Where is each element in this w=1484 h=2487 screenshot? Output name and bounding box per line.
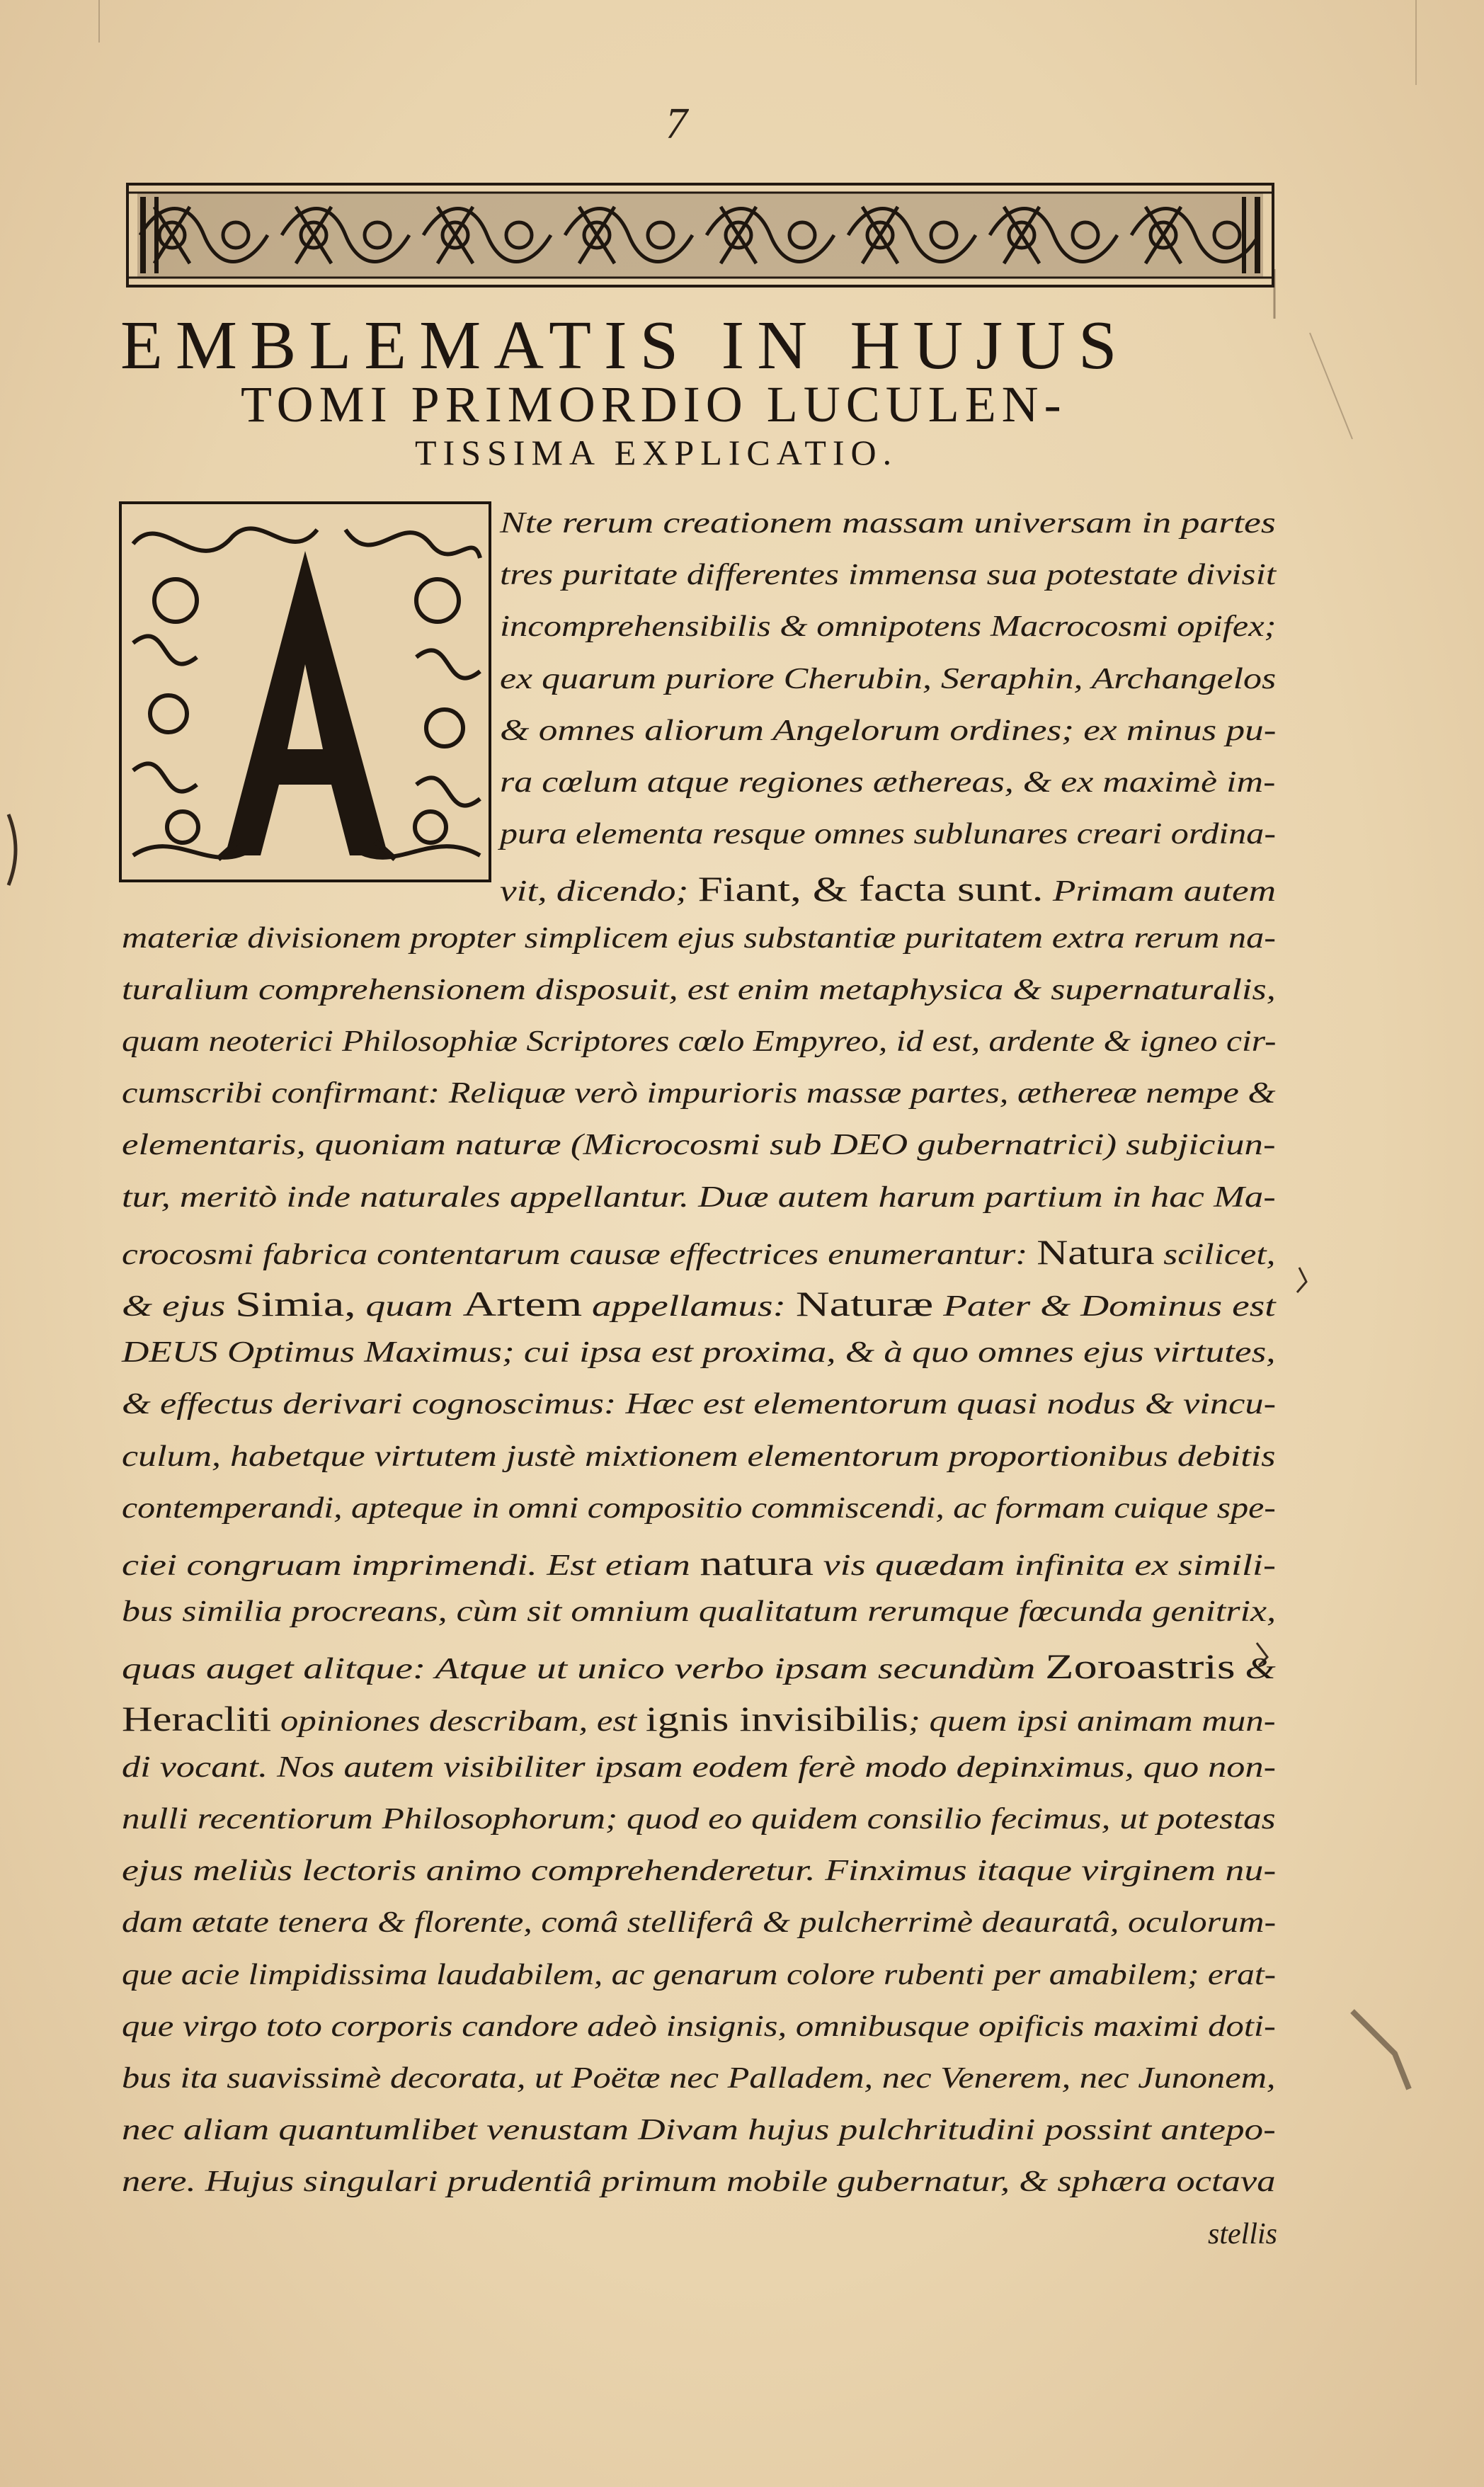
text-line xyxy=(122,923,1276,953)
text-line xyxy=(122,1753,1276,1782)
text-line xyxy=(500,716,1277,746)
text-line xyxy=(122,2064,1276,2093)
text-line xyxy=(122,1960,1276,1990)
italic-text-segment: di vocant. Nos autem visibiliter ipsam eodem ferè modo depinximus, quo non- xyxy=(122,1751,1276,1784)
italic-text-segment: materiæ divisionem propter simplicem ejus substantiæ puritatem extra rerum na- xyxy=(122,921,1276,955)
text-line xyxy=(122,1231,1276,1272)
ornamental-headpiece xyxy=(126,178,1274,292)
italic-text-segment: cumscribi confirmant: Reliquæ verò impurioris massæ partes, æthereæ nempe & xyxy=(122,1077,1276,1110)
roman-text-segment: ignis invisibilis xyxy=(645,1698,908,1738)
text-line xyxy=(122,1597,1276,1627)
roman-text-segment: Natura xyxy=(1037,1231,1155,1272)
title-line-3: TISSIMA EXPLICATIO. xyxy=(415,433,898,472)
italic-text-segment: Primam autem xyxy=(1043,875,1277,909)
text-line xyxy=(122,2115,1276,2145)
italic-text-segment: opiniones describam, est xyxy=(271,1705,646,1738)
text-line xyxy=(122,1442,1275,1472)
text-line xyxy=(122,1856,1276,1886)
text-line xyxy=(122,1180,1276,1214)
text-line xyxy=(122,1389,1276,1419)
title-line-1: EMBLEMATIS IN HUJUS xyxy=(120,307,1130,384)
italic-text-segment: tur, meritò inde naturales appellantur. Duæ autem harum partium in hac Ma- xyxy=(122,1180,1276,1214)
title-line-2: TOMI PRIMORDIO LUCULEN- xyxy=(241,376,1067,433)
text-line xyxy=(122,1698,1276,1738)
italic-text-segment: ; quem ipsi animam mun- xyxy=(908,1705,1276,1738)
italic-text-segment: & effectus derivari cognoscimus: Hæc est elementorum quasi nodus & vincu- xyxy=(122,1388,1277,1421)
text-line xyxy=(122,1130,1276,1160)
text-line xyxy=(500,819,1276,849)
italic-text-segment: ciei congruam imprimendi. Est etiam xyxy=(122,1549,700,1582)
roman-text-segment: natura xyxy=(700,1543,814,1583)
roman-text-segment: Simia, xyxy=(235,1284,356,1324)
italic-text-segment: quam xyxy=(355,1290,463,1323)
italic-text-segment: elementaris, quoniam naturæ (Microcosmi sub DEO gubernatrici) subjiciun- xyxy=(122,1129,1276,1162)
italic-text-segment: DEUS Optimus Maximus; cui ipsa est proxima, & à quo omnes ejus virtutes, xyxy=(122,1336,1276,1370)
italic-text-segment: nere. Hujus singulari prudentiâ primum mobile gubernatur, & sphæra octava xyxy=(122,2166,1276,2199)
text-line xyxy=(122,1906,1277,1940)
text-line xyxy=(122,1079,1276,1108)
text-line xyxy=(500,508,1276,538)
text-line xyxy=(122,1646,1276,1687)
italic-text-segment: turalium comprehensionem disposuit, est enim metaphysica & supernaturalis, xyxy=(122,973,1276,1006)
italic-text-segment: ejus meliùs lectoris animo comprehenderetur. Finximus itaque virginem nu- xyxy=(122,1855,1277,1888)
italic-text-segment: nec aliam quantumlibet venustam Divam hujus pulchritudini possint antepo- xyxy=(122,2114,1276,2147)
text-line xyxy=(122,1284,1276,1324)
italic-text-segment: que virgo toto corporis candore adeò insignis, omnibusque opificis maximi doti- xyxy=(122,2010,1276,2043)
text-line xyxy=(122,2167,1275,2197)
roman-text-segment: Zoroastris xyxy=(1045,1646,1235,1687)
italic-text-segment: pura elementa resque omnes sublunares creari ordina- xyxy=(500,818,1276,851)
text-line xyxy=(500,664,1276,694)
italic-text-segment: & omnes aliorum Angelorum ordines; ex minus pu- xyxy=(500,714,1277,747)
italic-text-segment: nulli recentiorum Philosophorum; quod eo quidem consilio fecimus, ut potestas xyxy=(122,1803,1276,1836)
italic-text-segment: crocosmi fabrica contentarum causæ effectrices enumerantur: xyxy=(122,1238,1037,1271)
italic-text-segment: contemperandi, apteque in omni compositio commiscendi, ac formam cuique spe- xyxy=(122,1491,1276,1525)
italic-text-segment: stellis xyxy=(1208,2217,1278,2250)
roman-text-segment: Artem xyxy=(462,1284,583,1324)
text-line xyxy=(500,612,1277,642)
italic-text-segment: dam ætate tenera & florente, comâ stelliferâ & pulcherrimè deauratâ, oculorum- xyxy=(122,1906,1277,1940)
text-line xyxy=(122,1336,1276,1370)
italic-text-segment: que acie limpidissima laudabilem, ac genarum colore rubenti per amabilem; erat- xyxy=(122,1958,1277,1991)
text-line xyxy=(122,1804,1276,1834)
text-line xyxy=(500,869,1277,909)
italic-text-segment: ex quarum puriore Cherubin, Seraphin, Archangelos xyxy=(500,662,1277,695)
italic-text-segment: scilicet, xyxy=(1154,1238,1276,1271)
text-line xyxy=(1208,2219,1277,2249)
text-line xyxy=(122,1027,1277,1057)
italic-text-segment: & xyxy=(1235,1653,1276,1686)
italic-text-segment: bus ita suavissimè decorata, ut Poëtæ nec Palladem, nec Venerem, nec Junonem, xyxy=(122,2062,1276,2095)
italic-text-segment: Nte rerum creationem massam universam in partes xyxy=(500,507,1276,540)
roman-text-segment: Fiant, & facta sunt. xyxy=(697,869,1044,909)
binding-mark xyxy=(4,807,25,892)
text-line xyxy=(500,560,1276,590)
italic-text-segment: quam neoterici Philosophiæ Scriptores cœlo Empyreo, id est, ardente & igneo cir- xyxy=(122,1025,1277,1058)
roman-text-segment: Naturæ xyxy=(795,1284,934,1324)
italic-text-segment: culum, habetque virtutem justè mixtionem elementorum proportionibus debitis xyxy=(122,1440,1276,1473)
decorated-initial xyxy=(119,501,491,882)
roman-text-segment: Heracliti xyxy=(122,1698,272,1738)
italic-text-segment: ra cœlum atque regiones æthereas, & ex maximè im- xyxy=(500,766,1276,799)
italic-text-segment: Pater & Dominus est xyxy=(933,1290,1276,1323)
text-line xyxy=(500,768,1275,797)
text-line xyxy=(122,1545,1276,1581)
italic-text-segment: vit, dicendo; xyxy=(500,875,698,909)
italic-text-segment: appellamus: xyxy=(582,1290,796,1323)
italic-text-segment: bus similia procreans, cùm sit omnium qualitatum rerumque fœcunda genitrix, xyxy=(122,1595,1277,1629)
italic-text-segment: tres puritate differentes immensa sua potestate divisit xyxy=(500,559,1277,592)
italic-text-segment: vis quædam infinita ex simili- xyxy=(814,1549,1276,1582)
italic-text-segment: & ejus xyxy=(122,1290,236,1323)
italic-text-segment: quas auget alitque: Atque ut unico verbo ipsam secundùm xyxy=(122,1653,1046,1686)
page-number: 7 xyxy=(666,100,687,148)
italic-text-segment: incomprehensibilis & omnipotens Macrocosmi opifex; xyxy=(500,610,1277,644)
text-line xyxy=(122,1493,1276,1523)
text-line xyxy=(122,2012,1276,2042)
text-line xyxy=(122,975,1276,1005)
